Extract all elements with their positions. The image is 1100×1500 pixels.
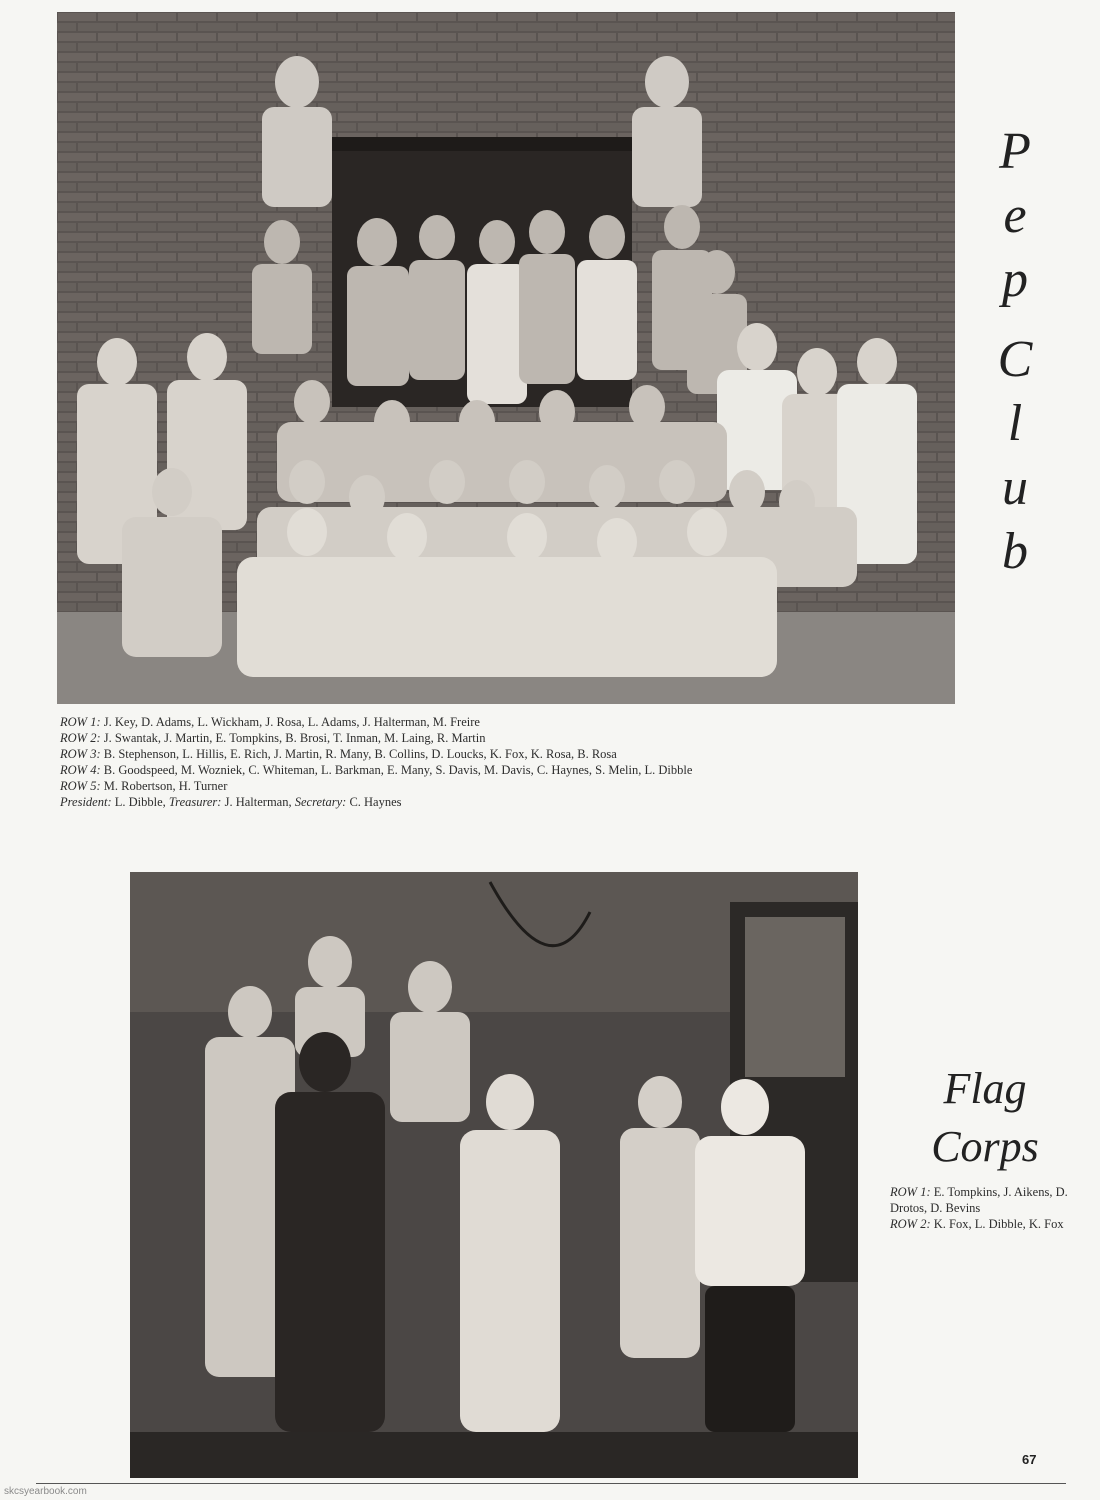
flag-corps-photo bbox=[130, 872, 858, 1478]
treasurer-label: Treasurer: bbox=[168, 795, 222, 809]
row-names: M. Robertson, H. Turner bbox=[100, 779, 228, 793]
bottom-rule bbox=[36, 1483, 1066, 1484]
caption-row-2 bbox=[60, 730, 820, 746]
pep-club-title bbox=[985, 120, 1045, 584]
watermark: skcsyearbook.com bbox=[4, 1486, 87, 1497]
row-label: ROW 3: bbox=[60, 747, 101, 761]
secretary-name: C. Haynes bbox=[346, 795, 402, 809]
flag-corps-photo-illustration bbox=[130, 872, 858, 1478]
row-names: J. Key, D. Adams, L. Wickham, J. Rosa, L. Adams, J. Halterman, M. Freire bbox=[100, 715, 480, 729]
secretary-label: Secretary: bbox=[294, 795, 347, 809]
president-label: President: bbox=[60, 795, 112, 809]
treasurer-name: J. Halterman, bbox=[221, 795, 295, 809]
title-letter: p bbox=[1002, 251, 1028, 308]
row-label: ROW 5: bbox=[60, 779, 101, 793]
flag-corps-title-line1: Flag bbox=[943, 1064, 1027, 1113]
caption-row-1 bbox=[60, 714, 820, 730]
flag-caption-row-1 bbox=[890, 1184, 1070, 1216]
title-letter: P bbox=[999, 123, 1031, 180]
row-label: ROW 2: bbox=[890, 1217, 931, 1231]
row-label: ROW 4: bbox=[60, 763, 101, 777]
row-label: ROW 1: bbox=[890, 1185, 931, 1199]
title-letter: e bbox=[1003, 187, 1027, 244]
flag-caption-row-2 bbox=[890, 1216, 1070, 1232]
caption-row-3 bbox=[60, 746, 820, 762]
pep-club-photo-illustration bbox=[57, 12, 955, 704]
row-names: K. Fox, L. Dibble, K. Fox bbox=[930, 1217, 1064, 1231]
row-names: B. Goodspeed, M. Wozniek, C. Whiteman, L. Barkman, E. Many, S. Davis, M. Davis, C. Haynes, S. Melin, L. Dibble bbox=[100, 763, 693, 777]
president-name: L. Dibble, bbox=[111, 795, 169, 809]
row-names: J. Swantak, J. Martin, E. Tompkins, B. Brosi, T. Inman, M. Laing, R. Martin bbox=[100, 731, 486, 745]
row-label: ROW 1: bbox=[60, 715, 101, 729]
flag-corps-caption bbox=[890, 1184, 1070, 1232]
pep-club-caption bbox=[60, 714, 820, 810]
caption-row-4 bbox=[60, 762, 820, 778]
row-names: E. Tompkins, J. Aikens, D. Drotos, D. Bevins bbox=[890, 1185, 1068, 1215]
caption-officers bbox=[60, 794, 820, 810]
title-letter: l bbox=[1007, 395, 1023, 452]
caption-row-5 bbox=[60, 778, 820, 794]
row-label: ROW 2: bbox=[60, 731, 101, 745]
pep-club-photo bbox=[57, 12, 955, 704]
flag-corps-title-line2: Corps bbox=[931, 1122, 1039, 1171]
flag-corps-title bbox=[895, 1060, 1075, 1176]
page-number: 67 bbox=[1022, 1452, 1037, 1467]
row-names: B. Stephenson, L. Hillis, E. Rich, J. Martin, R. Many, B. Collins, D. Loucks, K. Fox, K. Rosa, B. Rosa bbox=[100, 747, 617, 761]
title-letter: C bbox=[997, 331, 1033, 388]
title-letter: b bbox=[1002, 523, 1028, 580]
title-letter: u bbox=[1002, 459, 1028, 516]
